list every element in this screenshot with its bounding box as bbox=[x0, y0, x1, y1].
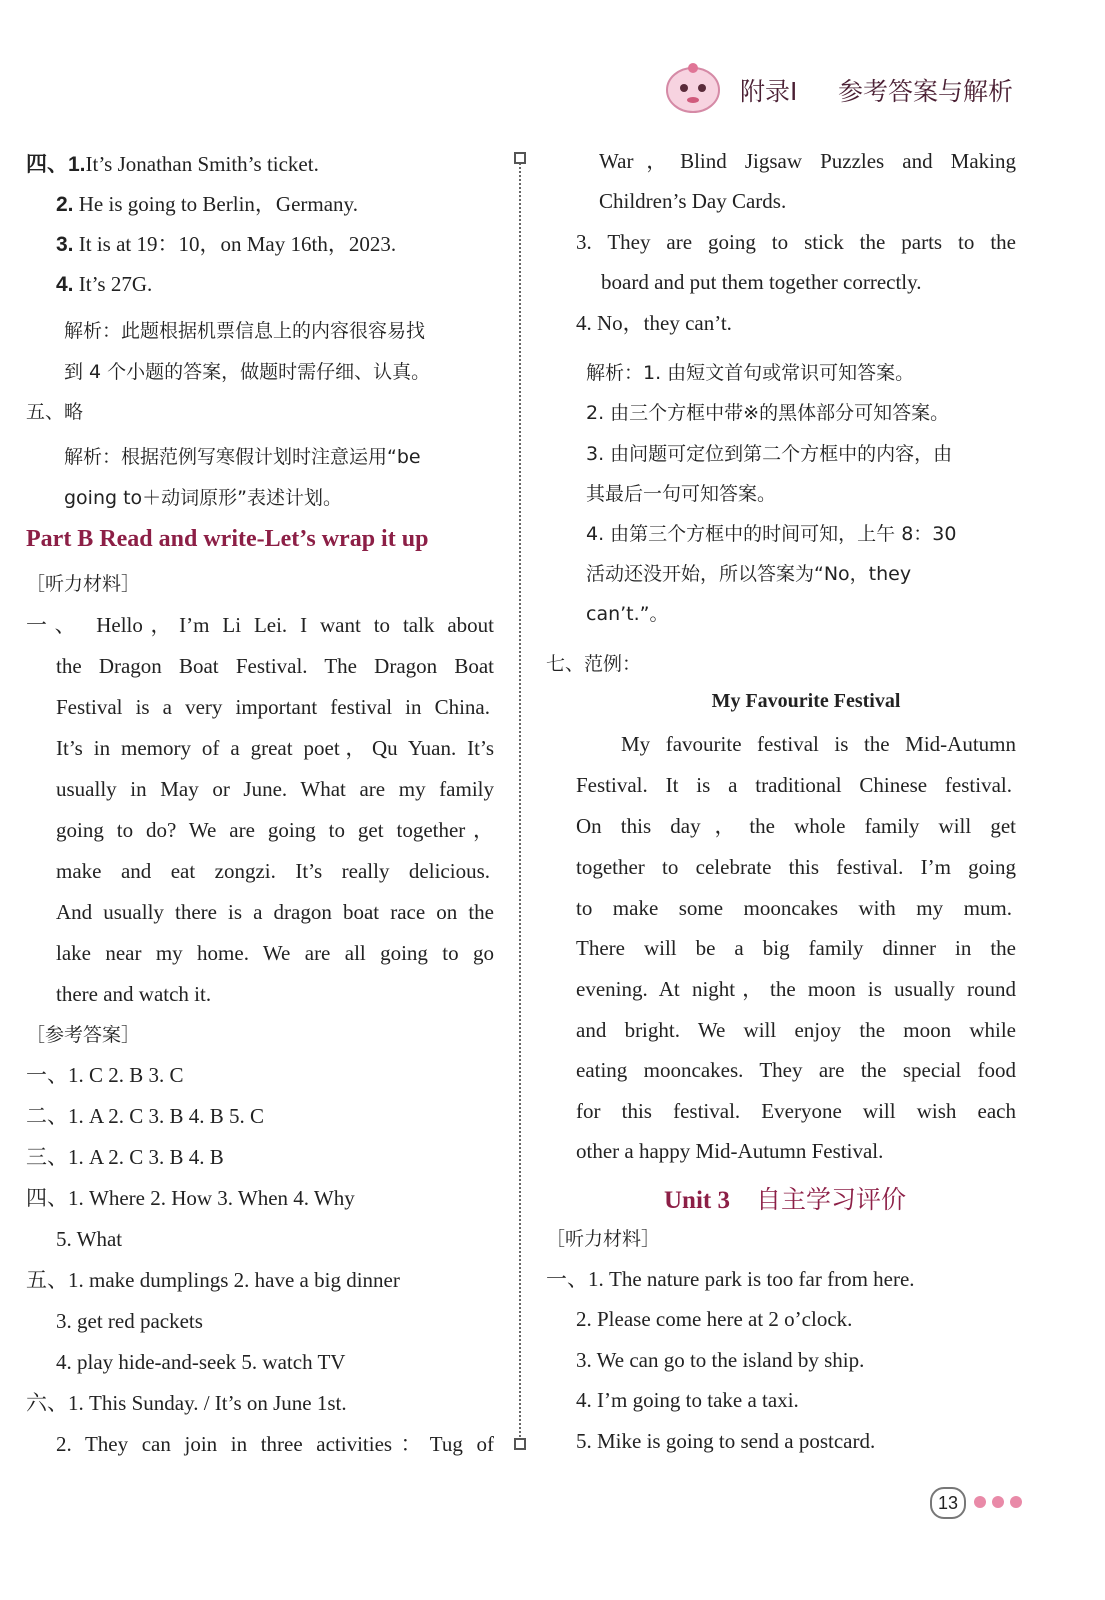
section-label: 五、略 bbox=[26, 401, 84, 423]
listening-line: 5. Mike is going to send a postcard. bbox=[576, 1429, 876, 1453]
header-title: 参考答案与解析 bbox=[838, 77, 1014, 106]
section-label: 七、范例： bbox=[546, 653, 642, 675]
listening-line: 2. Please come here at 2 o’clock. bbox=[576, 1307, 853, 1331]
answer-line: 2. He is going to Berlin，Germany. bbox=[56, 192, 358, 216]
analysis-line: 其最后一句可知答案。 bbox=[586, 483, 777, 505]
analysis-line: can’t.”。 bbox=[586, 603, 669, 625]
listening-line: 一、 Hello，I’m Li Lei. I want to talk about bbox=[26, 613, 494, 637]
page-number: 13 bbox=[930, 1487, 966, 1519]
divider-end-bottom bbox=[514, 1438, 526, 1450]
listening-line: And usually there is a dragon boat race on the bbox=[56, 900, 494, 924]
listening-line: there and watch it. bbox=[56, 982, 212, 1006]
analysis-line: 到 4 个小题的答案，做题时需仔细、认真。 bbox=[64, 361, 431, 383]
listening-line: make and eat zongzi. It’s really delicious. bbox=[56, 859, 490, 883]
answer-line: 5. What bbox=[56, 1227, 123, 1251]
analysis-line: 3. 由问题可定位到第二个方框中的内容，由 bbox=[586, 443, 953, 465]
answer-line: 四、1.It’s Jonathan Smith’s ticket. bbox=[26, 152, 319, 176]
listening-line: 4. I’m going to take a taxi. bbox=[576, 1388, 799, 1412]
analysis-line: 2. 由三个方框中带※的黑体部分可知答案。 bbox=[586, 402, 950, 424]
unit3-heading: Unit 3 自主学习评价 bbox=[664, 1185, 906, 1214]
essay-line: eating mooncakes. They are the special food bbox=[576, 1058, 1016, 1082]
analysis-line: 4. 由第三个方框中的时间可知，上午 8：30 bbox=[586, 523, 957, 545]
decor-dot bbox=[974, 1496, 986, 1508]
part-b-heading: Part B Read and write-Let’s wrap it up bbox=[26, 526, 429, 552]
essay-line: together to celebrate this festival. I’m going bbox=[576, 855, 1016, 879]
appendix-label: 附录Ⅰ bbox=[740, 77, 798, 106]
decor-dot bbox=[992, 1496, 1004, 1508]
column-divider bbox=[519, 160, 521, 1440]
listening-line: the Dragon Boat Festival. The Dragon Boat bbox=[56, 654, 494, 678]
answer-line: board and put them together correctly. bbox=[601, 270, 922, 294]
answer-line: 4. It’s 27G. bbox=[56, 272, 153, 296]
essay-title: My Favourite Festival bbox=[711, 690, 901, 712]
listening-label: ［听力材料］ bbox=[26, 573, 141, 595]
answer-line: 4. No，they can’t. bbox=[576, 311, 732, 335]
listening-line: usually in May or June. What are my family bbox=[56, 777, 494, 801]
answer-line: War，Blind Jigsaw Puzzles and Making bbox=[599, 149, 1016, 173]
listening-label: ［听力材料］ bbox=[546, 1228, 661, 1250]
divider-end-top bbox=[514, 152, 526, 164]
answer-line: 五、1. make dumplings 2. have a big dinner bbox=[26, 1268, 400, 1292]
analysis-line: 解析：此题根据机票信息上的内容很容易找 bbox=[64, 320, 426, 342]
answer-line: 4. play hide-and-seek 5. watch TV bbox=[56, 1350, 346, 1374]
answers-label: ［参考答案］ bbox=[26, 1024, 141, 1046]
analysis-line: 解析：根据范例写寒假计划时注意运用“be bbox=[64, 446, 421, 468]
answer-line: 六、1. This Sunday. / It’s on June 1st. bbox=[26, 1391, 347, 1415]
answer-line: 3. get red packets bbox=[56, 1309, 203, 1333]
essay-line: My favourite festival is the Mid-Autumn bbox=[621, 732, 1016, 756]
answer-line: 四、1. Where 2. How 3. When 4. Why bbox=[26, 1186, 355, 1210]
answer-line: 三、1. A 2. C 3. B 4. B bbox=[26, 1145, 224, 1169]
listening-line: 一、1. The nature park is too far from here. bbox=[546, 1267, 915, 1291]
analysis-line: going to＋动词原形”表述计划。 bbox=[64, 487, 343, 509]
listening-line: It’s in memory of a great poet，Qu Yuan. It’s bbox=[56, 736, 494, 760]
essay-line: to make some mooncakes with my mum. bbox=[576, 896, 1012, 920]
answer-line: 2. They can join in three activities：Tug of bbox=[56, 1432, 494, 1456]
analysis-line: 解析：1. 由短文首句或常识可知答案。 bbox=[586, 362, 915, 384]
answer-line: 3. They are going to stick the parts to the bbox=[576, 230, 1016, 254]
essay-line: Festival. It is a traditional Chinese festival. bbox=[576, 773, 1012, 797]
listening-line: 3. We can go to the island by ship. bbox=[576, 1348, 865, 1372]
essay-line: and bright. We will enjoy the moon while bbox=[576, 1018, 1016, 1042]
essay-line: On this day，the whole family will get bbox=[576, 814, 1016, 838]
answer-line: 二、1. A 2. C 3. B 4. B 5. C bbox=[26, 1104, 265, 1128]
listening-line: Festival is a very important festival in China. bbox=[56, 695, 490, 719]
answer-line: 3. It is at 19：10，on May 16th，2023. bbox=[56, 232, 397, 256]
essay-line: other a happy Mid-Autumn Festival. bbox=[576, 1139, 884, 1163]
essay-line: for this festival. Everyone will wish each bbox=[576, 1099, 1016, 1123]
mascot-icon bbox=[664, 60, 722, 114]
listening-line: going to do? We are going to get together， bbox=[56, 818, 494, 842]
answer-line: Children’s Day Cards. bbox=[599, 189, 787, 213]
decor-dot bbox=[1010, 1496, 1022, 1508]
analysis-line: 活动还没开始，所以答案为“No，they bbox=[586, 563, 912, 585]
essay-line: There will be a big family dinner in the bbox=[576, 936, 1016, 960]
essay-line: evening. At night，the moon is usually round bbox=[576, 977, 1016, 1001]
listening-line: lake near my home. We are all going to go bbox=[56, 941, 494, 965]
answer-line: 一、1. C 2. B 3. C bbox=[26, 1063, 184, 1087]
